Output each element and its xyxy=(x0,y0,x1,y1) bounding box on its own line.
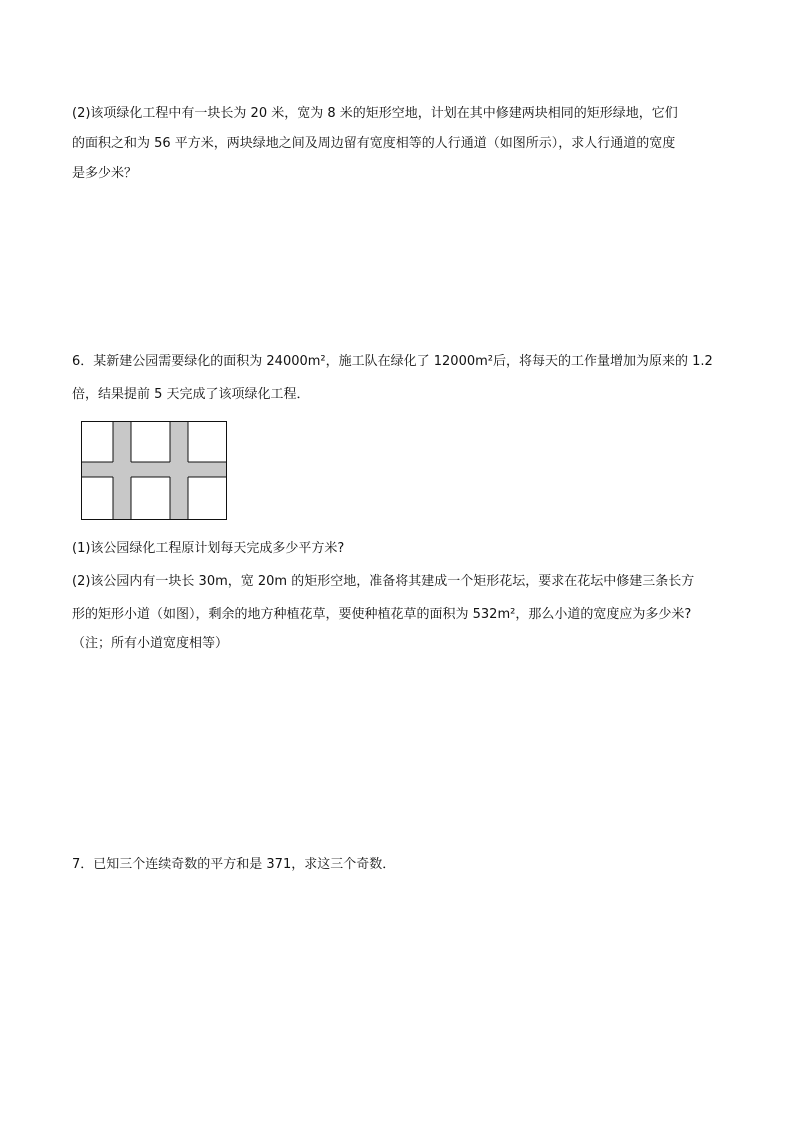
q5-part2-line2: 的面积之和为 56 平方米，两块绿地之间及周边留有宽度相等的人行通道（如图所示），求人行通道的宽度 xyxy=(72,136,676,151)
q5-part2-line3: 是多少米？ xyxy=(72,166,138,181)
q5-part2-line1: (2)该项绿化工程中有一块长为 20 米，宽为 8 米的矩形空地，计划在其中修建两块相同的矩形绿地，它们 xyxy=(72,106,678,121)
q6-line1: 6．某新建公园需要绿化的面积为 24000m²，施工队在绿化了 12000m²后，将每天的工作量增加为原来的 1.2 xyxy=(72,354,713,369)
q7-line1: 7．已知三个连续奇数的平方和是 371，求这三个奇数． xyxy=(72,857,396,872)
q6-part1: (1)该公园绿化工程原计划每天完成多少平方米? xyxy=(72,541,345,556)
q6-part2-line1: (2)该公园内有一块长 30m，宽 20m 的矩形空地，准备将其建成一个矩形花坛，要求在花坛中修建三条长方 xyxy=(72,574,695,589)
horizontal-path xyxy=(82,462,227,477)
q6-part2-line2: 形的矩形小道（如图），剩余的地方种植花草，要使种植花草的面积为 532m²，那么小道的宽度应为多少米? xyxy=(72,607,692,622)
garden-path-figure xyxy=(81,421,227,520)
q6-line2: 倍，结果提前 5 天完成了该项绿化工程． xyxy=(72,387,310,402)
q6-note: （注；所有小道宽度相等） xyxy=(72,636,229,651)
